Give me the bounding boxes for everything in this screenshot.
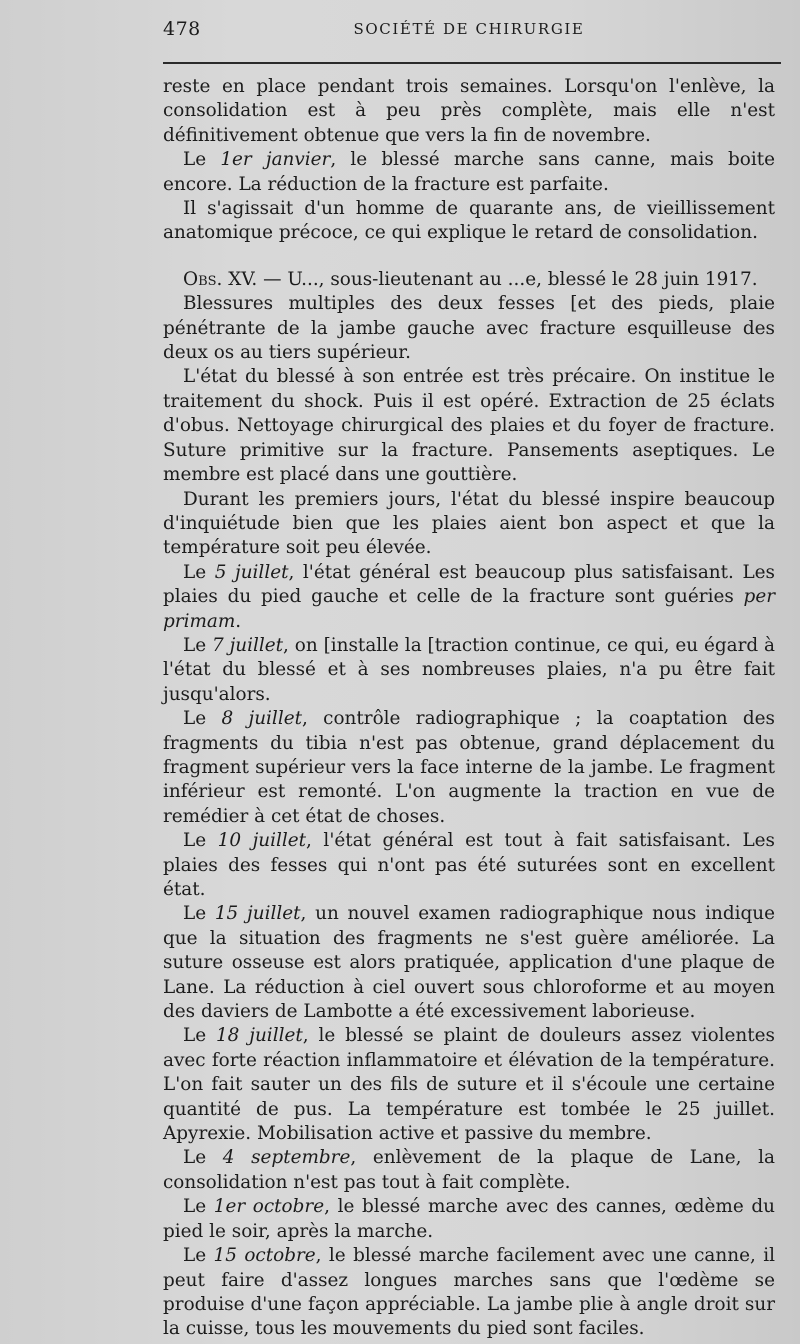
date-entry: 15 juillet	[214, 903, 301, 925]
date-entry: 5 juillet	[214, 561, 289, 583]
date-entry: 4 septembre	[222, 1147, 351, 1169]
paragraph: L'état du blessé à son entrée est très précaire. On institue le traitement du shock. Puis il est opéré. Extraction de 25 éclats d'obus. Nettoyage chirurgical des plaies et du foyer de fracture. Suture primitive sur la fracture. Pansements aseptiques. Le membre est placé dans une gouttière.	[163, 366, 775, 486]
paragraph: Le 15 octobre, le blessé marche facilement avec une canne, il peut faire d'assez longues marches sans que l'œdème se produise d'une façon appréciable. La jambe plie à angle droit sur la cuisse, tous les mouvements du pied sont faciles.	[163, 1245, 775, 1340]
page-number: 478	[163, 18, 201, 40]
paragraph: Le 5 juillet, l'état général est beaucoup plus satisfaisant. Les plaies du pied gauche et celle de la fracture sont guéries per primam.	[163, 561, 775, 632]
body-text	[163, 75, 775, 1342]
date-entry: 18 juillet	[215, 1025, 303, 1047]
paragraph: reste en place pendant trois semaines. Lorsqu'on l'enlève, la consolidation est à peu près complète, mais elle n'est définitivement obtenue que vers la fin de novembre.	[163, 76, 775, 146]
date-entry: 7 juillet	[211, 634, 284, 656]
paragraph: Le 1er octobre, le blessé marche avec des cannes, œdème du pied le soir, après la marche.	[163, 1196, 775, 1242]
date-entry: 1er octobre	[213, 1196, 325, 1218]
observation-label: Obs. XV.	[183, 268, 258, 290]
date-entry: 15 octobre	[213, 1245, 316, 1267]
latin-phrase: per primam	[163, 586, 775, 632]
date-entry: 1er janvier	[220, 149, 331, 171]
paragraph: Le 4 septembre, enlèvement de la plaque de Lane, la consolidation n'est pas tout à fait complète.	[163, 1147, 775, 1193]
paragraph: Le 10 juillet, l'état général est tout à fait satisfaisant. Les plaies des fesses qui n'ont pas été suturées sont en excellent état.	[163, 830, 775, 900]
date-entry: 10 juillet	[217, 830, 307, 852]
paragraph: Il s'agissait d'un homme de quarante ans, de vieillissement anatomique précoce, ce qui explique le retard de consolidation.	[163, 198, 775, 244]
paragraph: Le 7 juillet, on [installe la [traction continue, ce qui, eu égard à l'état du blessé et à ses nombreuses plaies, n'a pu être fait jusqu'alors.	[163, 634, 775, 705]
header-rule	[163, 62, 781, 64]
paragraph: Le 18 juillet, le blessé se plaint de douleurs assez violentes avec forte réaction inflammatoire et élévation de la température. L'on fait sauter un des fils de suture et il s'écoule une certaine quantité de pus. La température est tombée le 25 juillet. Apyrexie. Mobilisation active et passive du membre.	[163, 1025, 775, 1145]
page-header	[163, 18, 775, 46]
paragraph: Le 15 juillet, un nouvel examen radiographique nous indique que la situation des fragments ne s'est guère améliorée. La suture osseuse est alors pratiquée, application d'une plaque de Lane. La réduction à ciel ouvert sous chloroforme et au moyen des daviers de Lambotte a été excessivement laborieuse.	[163, 903, 775, 1023]
running-head: SOCIÉTÉ DE CHIRURGIE	[353, 20, 585, 38]
date-entry: 8 juillet	[221, 708, 302, 730]
observation-heading: Obs. XV. — U..., sous-lieutenant au ...e, blessé le 28 juin 1917.	[183, 268, 758, 290]
paragraph: Blessures multiples des deux fesses [et des pieds, plaie pénétrante de la jambe gauche avec fracture esquilleuse des deux os au tiers supérieur.	[163, 293, 775, 364]
paragraph: Durant les premiers jours, l'état du blessé inspire beaucoup d'inquiétude bien que les plaies aient bon aspect et que la température soit peu élevée.	[163, 488, 775, 559]
paragraph: Le 8 juillet, contrôle radiographique ; la coaptation des fragments du tibia n'est pas obtenue, grand déplacement du fragment supérieur vers la face interne de la jambe. Le fragment inférieur est remonté. L'on augmente la traction en vue de remédier à cet état de choses.	[163, 708, 775, 827]
paragraph: Le 1er janvier, le blessé marche sans canne, mais boite encore. La réduction de la fracture est parfaite.	[163, 149, 776, 195]
